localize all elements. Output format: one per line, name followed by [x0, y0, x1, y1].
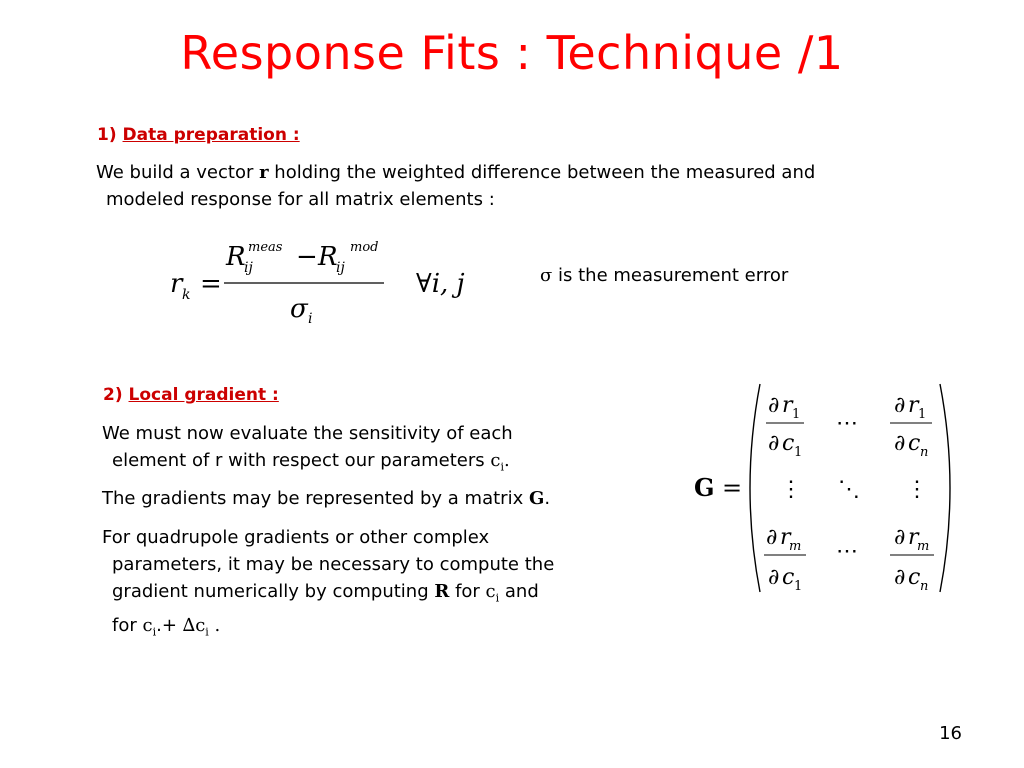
- section2-paragraph-3: [102, 524, 662, 645]
- section2-p3-line4c: .: [208, 614, 221, 636]
- svg-text:∂: ∂: [894, 393, 906, 418]
- section1-paragraph: [96, 159, 976, 213]
- section2-p3-line3c: and: [499, 581, 539, 602]
- svg-text:c: c: [782, 431, 795, 456]
- section2-paragraph-1: [102, 420, 662, 481]
- svg-text:∂: ∂: [768, 431, 780, 456]
- svg-text:1: 1: [794, 445, 803, 460]
- svg-text:1: 1: [792, 407, 801, 422]
- section2-p1-line2: element of r with respect our parameters: [112, 450, 491, 471]
- section2-p3-bold-R: R: [434, 581, 450, 602]
- section2-p3-ci2: c: [142, 614, 153, 636]
- svg-text:∂: ∂: [894, 431, 906, 456]
- slide-title: Response Fits : Technique /1: [180, 26, 844, 80]
- svg-text:∂: ∂: [768, 393, 780, 418]
- sigma-symbol: σ: [540, 265, 553, 286]
- matrix-left-paren: [750, 384, 760, 592]
- formula-R2-sup: mod: [350, 240, 379, 255]
- page-number: 16: [939, 723, 962, 744]
- svg-text:n: n: [920, 579, 929, 594]
- section2-p3-line3b: for: [449, 581, 486, 602]
- formula-R1-sup: meas: [248, 240, 283, 255]
- section2-number: 2): [103, 385, 123, 405]
- svg-text:∂: ∂: [894, 525, 906, 550]
- matrix-lhs: G: [694, 473, 715, 502]
- svg-text:r: r: [780, 525, 791, 550]
- formula-R1: R: [226, 242, 246, 272]
- svg-text:c: c: [908, 431, 921, 456]
- section2-paragraph-2: [102, 485, 662, 512]
- section1-title: Data preparation :: [122, 125, 300, 145]
- svg-text:r: r: [782, 393, 793, 418]
- section1-bold-r: r: [259, 162, 269, 183]
- section2-p3-delta-sub: i: [205, 625, 209, 639]
- svg-text:r: r: [908, 525, 919, 550]
- section1-heading: [97, 125, 300, 145]
- formula-sigma-sub: i: [308, 311, 313, 327]
- section1-text-line2: modeled response for all matrix elements :: [106, 189, 495, 210]
- matrix-hdots-bottom: ⋯: [836, 539, 858, 564]
- matrix-cell-mn: [890, 525, 934, 594]
- formula-R1-sub: ij: [244, 260, 253, 276]
- section2-p1-end: .: [503, 450, 510, 471]
- section1-text-b: holding the weighted difference between the measured and: [268, 162, 816, 183]
- svg-text:c: c: [908, 565, 921, 590]
- formula-lhs-sub: k: [182, 287, 191, 303]
- section2-p2-text: The gradients may be represented by a matrix: [102, 488, 529, 509]
- svg-text:∂: ∂: [768, 565, 780, 590]
- formula-minus: −: [296, 242, 318, 272]
- section2-p3-ci2-sub: i: [152, 625, 157, 639]
- svg-text:∂: ∂: [894, 565, 906, 590]
- matrix-cell-11: [766, 393, 804, 460]
- matrix-cell-m1: [764, 525, 806, 594]
- section2-p2-end: .: [544, 488, 551, 509]
- section2-p3-line4b: .+: [156, 614, 183, 636]
- section2-p1-ci: c: [490, 450, 501, 471]
- section2-p1-ci-sub: i: [500, 460, 504, 474]
- section2-p3-line3a: gradient numerically by computing: [112, 581, 435, 602]
- matrix-hdots-top: ⋯: [836, 411, 858, 436]
- svg-text:1: 1: [918, 407, 927, 422]
- matrix-vdots-left: ⋮: [780, 477, 802, 502]
- formula-R2-sub: ij: [336, 260, 345, 276]
- section2-p3-line1: For quadrupole gradients or other complex: [102, 527, 490, 548]
- svg-text:∂: ∂: [766, 525, 778, 550]
- svg-text:n: n: [920, 445, 929, 460]
- svg-text:1: 1: [794, 579, 803, 594]
- section1-text-a: We build a vector: [96, 162, 260, 183]
- section2-p3-ci: c: [485, 581, 496, 602]
- matrix-ddots: ⋱: [838, 477, 860, 502]
- matrix-cell-1n: [890, 393, 932, 460]
- svg-text:r: r: [908, 393, 919, 418]
- section2-p2-bold-G: G: [528, 488, 545, 509]
- gradient-matrix: [690, 378, 960, 600]
- svg-text:c: c: [782, 565, 795, 590]
- section2-title: Local gradient :: [128, 385, 279, 405]
- svg-text:m: m: [917, 539, 930, 554]
- svg-text:m: m: [789, 539, 802, 554]
- matrix-right-paren: [940, 384, 950, 592]
- section1-number: 1): [97, 125, 117, 145]
- sigma-note: [540, 262, 788, 289]
- section2-p3-ci-sub: i: [495, 591, 500, 605]
- formula-lhs: r: [170, 269, 183, 299]
- section2-p1-line1: We must now evaluate the sensitivity of each: [102, 423, 513, 444]
- section2-heading: [103, 385, 279, 405]
- section2-p3-delta: ∆c: [182, 614, 206, 636]
- formula-R2: R: [318, 242, 338, 272]
- formula-sigma: σ: [290, 294, 308, 324]
- formula-equals: =: [200, 269, 222, 299]
- section2-p3-line4a: for: [112, 614, 143, 636]
- rk-formula: [160, 232, 500, 332]
- matrix-equals: =: [722, 474, 743, 502]
- section2-p3-line2: parameters, it may be necessary to compute the: [112, 554, 555, 575]
- matrix-vdots-right: ⋮: [906, 477, 928, 502]
- formula-forall: ∀i, j: [416, 269, 465, 299]
- sigma-note-text: is the measurement error: [552, 265, 789, 286]
